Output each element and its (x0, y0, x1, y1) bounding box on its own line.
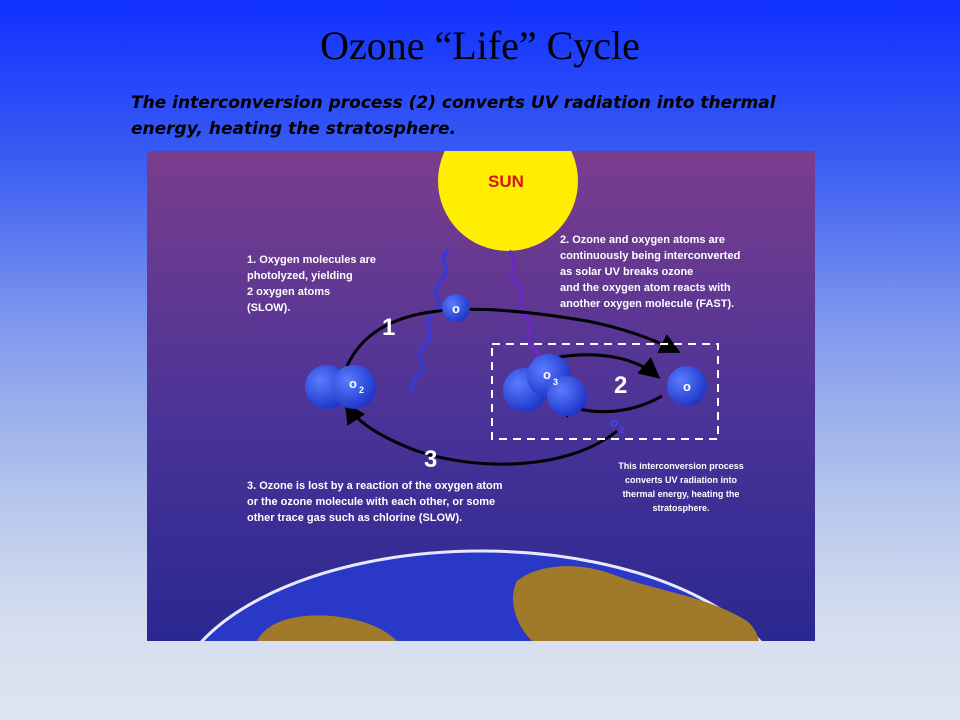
svg-text:2 oxygen atoms: 2 oxygen atoms (247, 286, 331, 298)
svg-text:o: o (683, 379, 691, 394)
svg-text:3: 3 (553, 377, 559, 387)
svg-text:converts UV radiation into: converts UV radiation into (624, 475, 738, 485)
svg-text:stratosphere.: stratosphere. (652, 503, 710, 513)
o2-molecule-left (305, 365, 376, 409)
svg-text:photolyzed, yielding: photolyzed, yielding (247, 270, 353, 282)
svg-text:and the oxygen atom reacts wit: and the oxygen atom reacts with (560, 282, 731, 294)
step-number-1: 1 (382, 314, 396, 341)
ozone-cycle-diagram (147, 151, 815, 641)
svg-text:continuously being interconver: continuously being interconverted (560, 250, 741, 262)
svg-text:other trace gas such as chlori: other trace gas such as chlorine (SLOW). (247, 512, 463, 524)
step-number-3: 3 (424, 446, 438, 473)
svg-text:o: o (543, 367, 551, 382)
step-number-2: 2 (614, 372, 628, 399)
o2-bottom-label: o (610, 415, 618, 430)
svg-text:o: o (349, 376, 357, 391)
svg-text:1. Oxygen molecules are: 1. Oxygen molecules are (247, 254, 377, 266)
svg-text:2. Ozone and oxygen atoms are: 2. Ozone and oxygen atoms are (560, 234, 726, 246)
svg-text:another oxygen molecule (FAST: another oxygen molecule (FAST). (560, 298, 735, 310)
slide-subtitle: The interconversion process (2) converts UV radiation into thermal energy, heating the stratosphere. (131, 93, 776, 139)
svg-text:2: 2 (619, 425, 625, 435)
svg-text:3. Ozone is lost by a reaction: 3. Ozone is lost by a reaction of the oxygen atom (247, 480, 503, 492)
o-atom-top (442, 294, 470, 322)
svg-text:o: o (452, 301, 460, 316)
slide-title: Ozone “Life” Cycle (320, 23, 640, 68)
svg-text:This interconversion process: This interconversion process (618, 461, 744, 471)
sun-label: SUN (488, 172, 524, 191)
svg-text:as solar UV breaks ozone: as solar UV breaks ozone (560, 266, 694, 278)
o-atom-right (667, 366, 707, 406)
svg-text:or the ozone molecule with eac: or the ozone molecule with each other, or some (247, 496, 496, 508)
svg-text:(SLOW).: (SLOW). (247, 302, 291, 314)
svg-text:thermal energy, heating the: thermal energy, heating the (622, 489, 740, 499)
svg-text:2: 2 (359, 385, 365, 395)
